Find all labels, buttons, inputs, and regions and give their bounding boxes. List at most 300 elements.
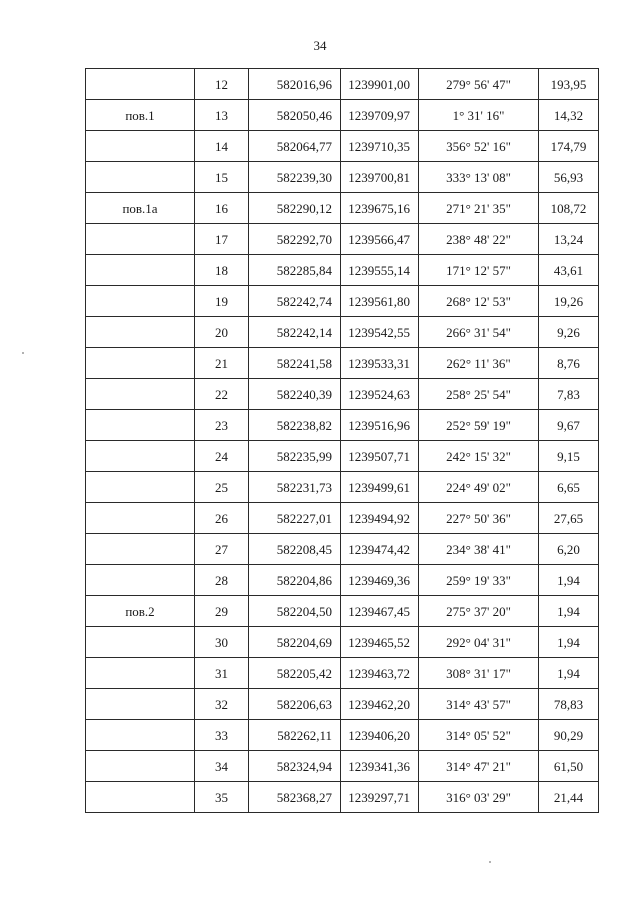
cell-y-coordinate — [341, 348, 419, 379]
cell-turn-label-text — [86, 379, 194, 387]
cell-distance-text: 7,83 — [557, 387, 580, 402]
cell-x-coordinate — [249, 534, 341, 565]
cell-point-number — [195, 472, 249, 503]
cell-turn-label — [86, 379, 195, 410]
cell-distance-text: 13,24 — [553, 232, 584, 247]
cell-x-coordinate-text: 582240,39 — [276, 387, 332, 402]
cell-direction-angle-text: 314° 05' 52" — [446, 728, 511, 743]
cell-y-coordinate-text: 1239675,16 — [348, 201, 410, 216]
cell-x-coordinate-text: 582242,74 — [276, 294, 332, 309]
cell-point-number — [195, 627, 249, 658]
cell-turn-label-text — [86, 131, 194, 139]
cell-y-coordinate — [341, 131, 419, 162]
table-row — [86, 100, 599, 131]
table-row — [86, 317, 599, 348]
cell-point-number-text: 17 — [215, 232, 228, 247]
table-row — [86, 441, 599, 472]
cell-x-coordinate-text: 582292,70 — [276, 232, 332, 247]
table-row — [86, 751, 599, 782]
cell-distance — [539, 534, 599, 565]
cell-turn-label-text — [86, 658, 194, 666]
table-row — [86, 131, 599, 162]
cell-turn-label-text — [86, 534, 194, 542]
cell-x-coordinate-text: 582238,82 — [276, 418, 332, 433]
cell-distance — [539, 255, 599, 286]
cell-distance-text: 14,32 — [553, 108, 584, 123]
cell-turn-label-text — [86, 565, 194, 573]
cell-y-coordinate — [341, 751, 419, 782]
cell-point-number — [195, 658, 249, 689]
cell-direction-angle — [419, 503, 539, 534]
cell-y-coordinate-text: 1239542,55 — [348, 325, 410, 340]
cell-distance — [539, 224, 599, 255]
cell-x-coordinate-text: 582235,99 — [276, 449, 332, 464]
cell-x-coordinate — [249, 162, 341, 193]
cell-turn-label — [86, 689, 195, 720]
cell-direction-angle — [419, 379, 539, 410]
cell-y-coordinate — [341, 69, 419, 100]
cell-x-coordinate — [249, 348, 341, 379]
cell-direction-angle — [419, 751, 539, 782]
table-row — [86, 503, 599, 534]
cell-distance — [539, 627, 599, 658]
cell-direction-angle-text: 171° 12' 57" — [446, 263, 511, 278]
cell-x-coordinate-text: 582204,50 — [276, 604, 332, 619]
cell-turn-label-text — [86, 224, 194, 232]
cell-x-coordinate — [249, 224, 341, 255]
cell-point-number-text: 35 — [215, 790, 228, 805]
cell-turn-label-text — [86, 255, 194, 263]
cell-y-coordinate-text: 1239406,20 — [348, 728, 410, 743]
cell-turn-label-text — [86, 162, 194, 170]
cell-distance — [539, 348, 599, 379]
scan-speck — [489, 861, 491, 863]
cell-y-coordinate — [341, 410, 419, 441]
cell-point-number-text: 16 — [215, 201, 228, 216]
cell-point-number-text: 20 — [215, 325, 228, 340]
table-row — [86, 286, 599, 317]
cell-y-coordinate — [341, 472, 419, 503]
cell-x-coordinate — [249, 193, 341, 224]
cell-direction-angle-text: 242° 15' 32" — [446, 449, 511, 464]
cell-point-number-text: 28 — [215, 573, 228, 588]
cell-y-coordinate — [341, 627, 419, 658]
cell-x-coordinate-text: 582231,73 — [276, 480, 332, 495]
cell-turn-label-text — [86, 441, 194, 449]
cell-direction-angle — [419, 627, 539, 658]
cell-direction-angle-text: 238° 48' 22" — [446, 232, 511, 247]
cell-distance-text: 6,65 — [557, 480, 580, 495]
cell-distance-text: 1,94 — [557, 573, 580, 588]
cell-y-coordinate — [341, 286, 419, 317]
cell-turn-label — [86, 317, 195, 348]
cell-y-coordinate-text: 1239533,31 — [348, 356, 410, 371]
cell-x-coordinate — [249, 410, 341, 441]
cell-turn-label — [86, 627, 195, 658]
scan-speck — [22, 352, 24, 354]
cell-point-number — [195, 348, 249, 379]
cell-direction-angle-text: 279° 56' 47" — [446, 77, 511, 92]
cell-turn-label-text — [86, 503, 194, 511]
cell-turn-label-text — [86, 782, 194, 790]
cell-distance-text: 27,65 — [553, 511, 584, 526]
cell-x-coordinate — [249, 69, 341, 100]
cell-y-coordinate-text: 1239901,00 — [348, 77, 410, 92]
cell-x-coordinate — [249, 441, 341, 472]
cell-point-number — [195, 720, 249, 751]
cell-y-coordinate-text: 1239700,81 — [348, 170, 410, 185]
cell-point-number-text: 26 — [215, 511, 228, 526]
cell-x-coordinate — [249, 472, 341, 503]
cell-direction-angle-text: 1° 31' 16" — [452, 108, 505, 123]
cell-point-number-text: 34 — [215, 759, 228, 774]
cell-turn-label-text — [86, 751, 194, 759]
table-row — [86, 410, 599, 441]
cell-point-number — [195, 224, 249, 255]
cell-y-coordinate-text: 1239465,52 — [348, 635, 410, 650]
cell-distance — [539, 720, 599, 751]
cell-direction-angle — [419, 410, 539, 441]
cell-distance — [539, 286, 599, 317]
cell-direction-angle — [419, 193, 539, 224]
cell-turn-label — [86, 472, 195, 503]
cell-x-coordinate — [249, 100, 341, 131]
cell-turn-label — [86, 255, 195, 286]
cell-point-number — [195, 317, 249, 348]
cell-turn-label-text — [86, 627, 194, 635]
cell-turn-label-text: пов.1 — [125, 108, 155, 123]
cell-direction-angle-text: 271° 21' 35" — [446, 201, 511, 216]
cell-turn-label-text — [86, 317, 194, 325]
cell-y-coordinate-text: 1239709,97 — [348, 108, 410, 123]
cell-x-coordinate-text: 582290,12 — [276, 201, 332, 216]
cell-direction-angle-text: 314° 47' 21" — [446, 759, 511, 774]
cell-turn-label — [86, 782, 195, 813]
cell-turn-label-text — [86, 472, 194, 480]
table-row — [86, 379, 599, 410]
cell-x-coordinate — [249, 751, 341, 782]
cell-turn-label — [86, 286, 195, 317]
cell-distance-text: 193,95 — [550, 77, 587, 92]
table-row — [86, 534, 599, 565]
cell-turn-label-text — [86, 689, 194, 697]
cell-x-coordinate-text: 582262,11 — [277, 728, 332, 743]
cell-point-number-text: 31 — [215, 666, 228, 681]
cell-turn-label-text: пов.2 — [125, 604, 155, 619]
cell-y-coordinate — [341, 689, 419, 720]
cell-y-coordinate-text: 1239469,36 — [348, 573, 410, 588]
cell-turn-label — [86, 441, 195, 472]
cell-y-coordinate — [341, 658, 419, 689]
cell-turn-label — [86, 410, 195, 441]
table-row — [86, 472, 599, 503]
cell-x-coordinate-text: 582064,77 — [276, 139, 332, 154]
cell-y-coordinate — [341, 317, 419, 348]
table-row — [86, 658, 599, 689]
cell-point-number — [195, 751, 249, 782]
cell-y-coordinate-text: 1239463,72 — [348, 666, 410, 681]
cell-x-coordinate-text: 582208,45 — [276, 542, 332, 557]
cell-direction-angle — [419, 131, 539, 162]
cell-turn-label — [86, 100, 195, 131]
cell-direction-angle — [419, 162, 539, 193]
cell-distance-text: 90,29 — [553, 728, 584, 743]
cell-point-number-text: 18 — [215, 263, 228, 278]
cell-x-coordinate-text: 582368,27 — [276, 790, 332, 805]
cell-distance — [539, 379, 599, 410]
cell-y-coordinate — [341, 565, 419, 596]
table-row — [86, 255, 599, 286]
cell-direction-angle-text: 308° 31' 17" — [446, 666, 511, 681]
table-row — [86, 782, 599, 813]
cell-point-number — [195, 782, 249, 813]
cell-distance-text: 1,94 — [557, 666, 580, 681]
table-row — [86, 596, 599, 627]
cell-x-coordinate-text: 582050,46 — [276, 108, 332, 123]
cell-turn-label — [86, 162, 195, 193]
cell-x-coordinate — [249, 596, 341, 627]
table-row — [86, 565, 599, 596]
cell-direction-angle — [419, 565, 539, 596]
cell-x-coordinate-text: 582204,69 — [276, 635, 332, 650]
cell-turn-label — [86, 348, 195, 379]
cell-x-coordinate — [249, 131, 341, 162]
cell-direction-angle-text: 314° 43' 57" — [446, 697, 511, 712]
cell-distance — [539, 100, 599, 131]
cell-x-coordinate-text: 582285,84 — [276, 263, 332, 278]
cell-point-number — [195, 131, 249, 162]
cell-turn-label-text — [86, 286, 194, 294]
cell-distance — [539, 782, 599, 813]
cell-x-coordinate-text: 582241,58 — [276, 356, 332, 371]
cell-x-coordinate — [249, 255, 341, 286]
page-number: 34 — [313, 38, 327, 53]
cell-direction-angle-text: 224° 49' 02" — [446, 480, 511, 495]
cell-x-coordinate — [249, 503, 341, 534]
cell-x-coordinate-text: 582016,96 — [276, 77, 332, 92]
table-row — [86, 69, 599, 100]
cell-x-coordinate — [249, 286, 341, 317]
cell-direction-angle-text: 227° 50' 36" — [446, 511, 511, 526]
cell-distance — [539, 565, 599, 596]
cell-x-coordinate-text: 582324,94 — [276, 759, 332, 774]
cell-y-coordinate-text: 1239555,14 — [348, 263, 410, 278]
cell-point-number — [195, 379, 249, 410]
table-row — [86, 193, 599, 224]
cell-distance-text: 6,20 — [557, 542, 580, 557]
cell-y-coordinate — [341, 534, 419, 565]
cell-distance — [539, 162, 599, 193]
cell-x-coordinate — [249, 627, 341, 658]
cell-point-number-text: 33 — [215, 728, 228, 743]
cell-y-coordinate — [341, 441, 419, 472]
cell-distance-text: 56,93 — [553, 170, 584, 185]
cell-point-number — [195, 441, 249, 472]
cell-distance — [539, 472, 599, 503]
cell-point-number-text: 12 — [215, 77, 228, 92]
cell-x-coordinate — [249, 720, 341, 751]
cell-point-number-text: 24 — [215, 449, 228, 464]
cell-y-coordinate — [341, 596, 419, 627]
cell-distance-text: 108,72 — [550, 201, 587, 216]
cell-turn-label — [86, 720, 195, 751]
cell-distance-text: 61,50 — [553, 759, 584, 774]
coordinates-table — [85, 68, 599, 813]
cell-y-coordinate-text: 1239524,63 — [348, 387, 410, 402]
cell-direction-angle — [419, 689, 539, 720]
cell-y-coordinate-text: 1239499,61 — [348, 480, 410, 495]
cell-distance-text: 174,79 — [550, 139, 587, 154]
cell-point-number-text: 23 — [215, 418, 228, 433]
cell-y-coordinate-text: 1239297,71 — [348, 790, 410, 805]
cell-direction-angle — [419, 782, 539, 813]
cell-direction-angle — [419, 658, 539, 689]
cell-y-coordinate — [341, 100, 419, 131]
cell-turn-label — [86, 131, 195, 162]
cell-turn-label — [86, 751, 195, 782]
cell-distance-text: 43,61 — [553, 263, 584, 278]
cell-direction-angle — [419, 255, 539, 286]
cell-turn-label-text — [86, 720, 194, 728]
cell-direction-angle-text: 262° 11' 36" — [446, 356, 511, 371]
cell-turn-label — [86, 224, 195, 255]
cell-direction-angle — [419, 534, 539, 565]
cell-y-coordinate — [341, 224, 419, 255]
cell-y-coordinate — [341, 193, 419, 224]
cell-distance — [539, 596, 599, 627]
cell-direction-angle — [419, 100, 539, 131]
cell-direction-angle-text: 356° 52' 16" — [446, 139, 511, 154]
cell-turn-label-text — [86, 348, 194, 356]
cell-y-coordinate-text: 1239467,45 — [348, 604, 410, 619]
cell-point-number-text: 22 — [215, 387, 228, 402]
cell-direction-angle — [419, 224, 539, 255]
cell-point-number — [195, 255, 249, 286]
cell-y-coordinate-text: 1239494,92 — [348, 511, 410, 526]
cell-turn-label — [86, 658, 195, 689]
cell-point-number — [195, 565, 249, 596]
cell-turn-label — [86, 596, 195, 627]
cell-direction-angle-text: 252° 59' 19" — [446, 418, 511, 433]
cell-direction-angle-text: 266° 31' 54" — [446, 325, 511, 340]
cell-distance — [539, 441, 599, 472]
cell-direction-angle — [419, 472, 539, 503]
cell-x-coordinate-text: 582206,63 — [276, 697, 332, 712]
cell-y-coordinate-text: 1239462,20 — [348, 697, 410, 712]
cell-x-coordinate-text: 582242,14 — [276, 325, 332, 340]
cell-y-coordinate — [341, 503, 419, 534]
table-row — [86, 224, 599, 255]
cell-turn-label — [86, 503, 195, 534]
cell-direction-angle-text: 292° 04' 31" — [446, 635, 511, 650]
cell-direction-angle-text: 275° 37' 20" — [446, 604, 511, 619]
cell-point-number-text: 19 — [215, 294, 228, 309]
cell-turn-label — [86, 69, 195, 100]
cell-y-coordinate-text: 1239474,42 — [348, 542, 410, 557]
cell-turn-label-text — [86, 69, 194, 77]
cell-point-number-text: 27 — [215, 542, 228, 557]
cell-turn-label-text: пов.1а — [122, 201, 158, 216]
cell-distance-text: 9,15 — [557, 449, 580, 464]
cell-direction-angle — [419, 286, 539, 317]
cell-distance-text: 8,76 — [557, 356, 580, 371]
table-row — [86, 720, 599, 751]
cell-point-number — [195, 162, 249, 193]
cell-point-number — [195, 596, 249, 627]
cell-x-coordinate — [249, 782, 341, 813]
cell-direction-angle-text: 333° 13' 08" — [446, 170, 511, 185]
cell-point-number-text: 14 — [215, 139, 228, 154]
cell-point-number — [195, 689, 249, 720]
cell-point-number — [195, 534, 249, 565]
cell-direction-angle — [419, 69, 539, 100]
cell-direction-angle-text: 234° 38' 41" — [446, 542, 511, 557]
cell-distance — [539, 69, 599, 100]
cell-distance — [539, 658, 599, 689]
cell-distance — [539, 131, 599, 162]
table-row — [86, 689, 599, 720]
cell-distance-text: 1,94 — [557, 635, 580, 650]
cell-direction-angle — [419, 596, 539, 627]
cell-direction-angle — [419, 317, 539, 348]
cell-x-coordinate-text: 582239,30 — [276, 170, 332, 185]
cell-x-coordinate — [249, 317, 341, 348]
cell-point-number — [195, 286, 249, 317]
cell-y-coordinate — [341, 720, 419, 751]
cell-direction-angle-text: 258° 25' 54" — [446, 387, 511, 402]
cell-direction-angle-text: 316° 03' 29" — [446, 790, 511, 805]
cell-x-coordinate-text: 582227,01 — [276, 511, 332, 526]
cell-direction-angle — [419, 348, 539, 379]
cell-point-number-text: 32 — [215, 697, 228, 712]
cell-distance-text: 1,94 — [557, 604, 580, 619]
cell-y-coordinate-text: 1239710,35 — [348, 139, 410, 154]
cell-x-coordinate — [249, 565, 341, 596]
table-row — [86, 627, 599, 658]
cell-distance-text: 21,44 — [553, 790, 584, 805]
cell-point-number — [195, 410, 249, 441]
cell-turn-label — [86, 193, 195, 224]
cell-turn-label-text — [86, 410, 194, 418]
cell-distance — [539, 503, 599, 534]
cell-point-number-text: 21 — [215, 356, 228, 371]
cell-point-number — [195, 69, 249, 100]
cell-point-number-text: 30 — [215, 635, 228, 650]
cell-y-coordinate — [341, 162, 419, 193]
cell-turn-label — [86, 565, 195, 596]
cell-point-number-text: 13 — [215, 108, 228, 123]
cell-x-coordinate — [249, 658, 341, 689]
cell-y-coordinate — [341, 255, 419, 286]
cell-distance — [539, 689, 599, 720]
cell-x-coordinate — [249, 689, 341, 720]
cell-y-coordinate-text: 1239566,47 — [348, 232, 410, 247]
table-row — [86, 348, 599, 379]
cell-point-number — [195, 100, 249, 131]
cell-y-coordinate — [341, 379, 419, 410]
cell-y-coordinate-text: 1239516,96 — [348, 418, 410, 433]
cell-direction-angle-text: 268° 12' 53" — [446, 294, 511, 309]
cell-point-number-text: 15 — [215, 170, 228, 185]
cell-point-number-text: 25 — [215, 480, 228, 495]
cell-distance-text: 9,26 — [557, 325, 580, 340]
table-row — [86, 162, 599, 193]
cell-distance — [539, 751, 599, 782]
cell-distance — [539, 193, 599, 224]
cell-distance-text: 9,67 — [557, 418, 580, 433]
cell-direction-angle-text: 259° 19' 33" — [446, 573, 511, 588]
cell-y-coordinate-text: 1239561,80 — [348, 294, 410, 309]
